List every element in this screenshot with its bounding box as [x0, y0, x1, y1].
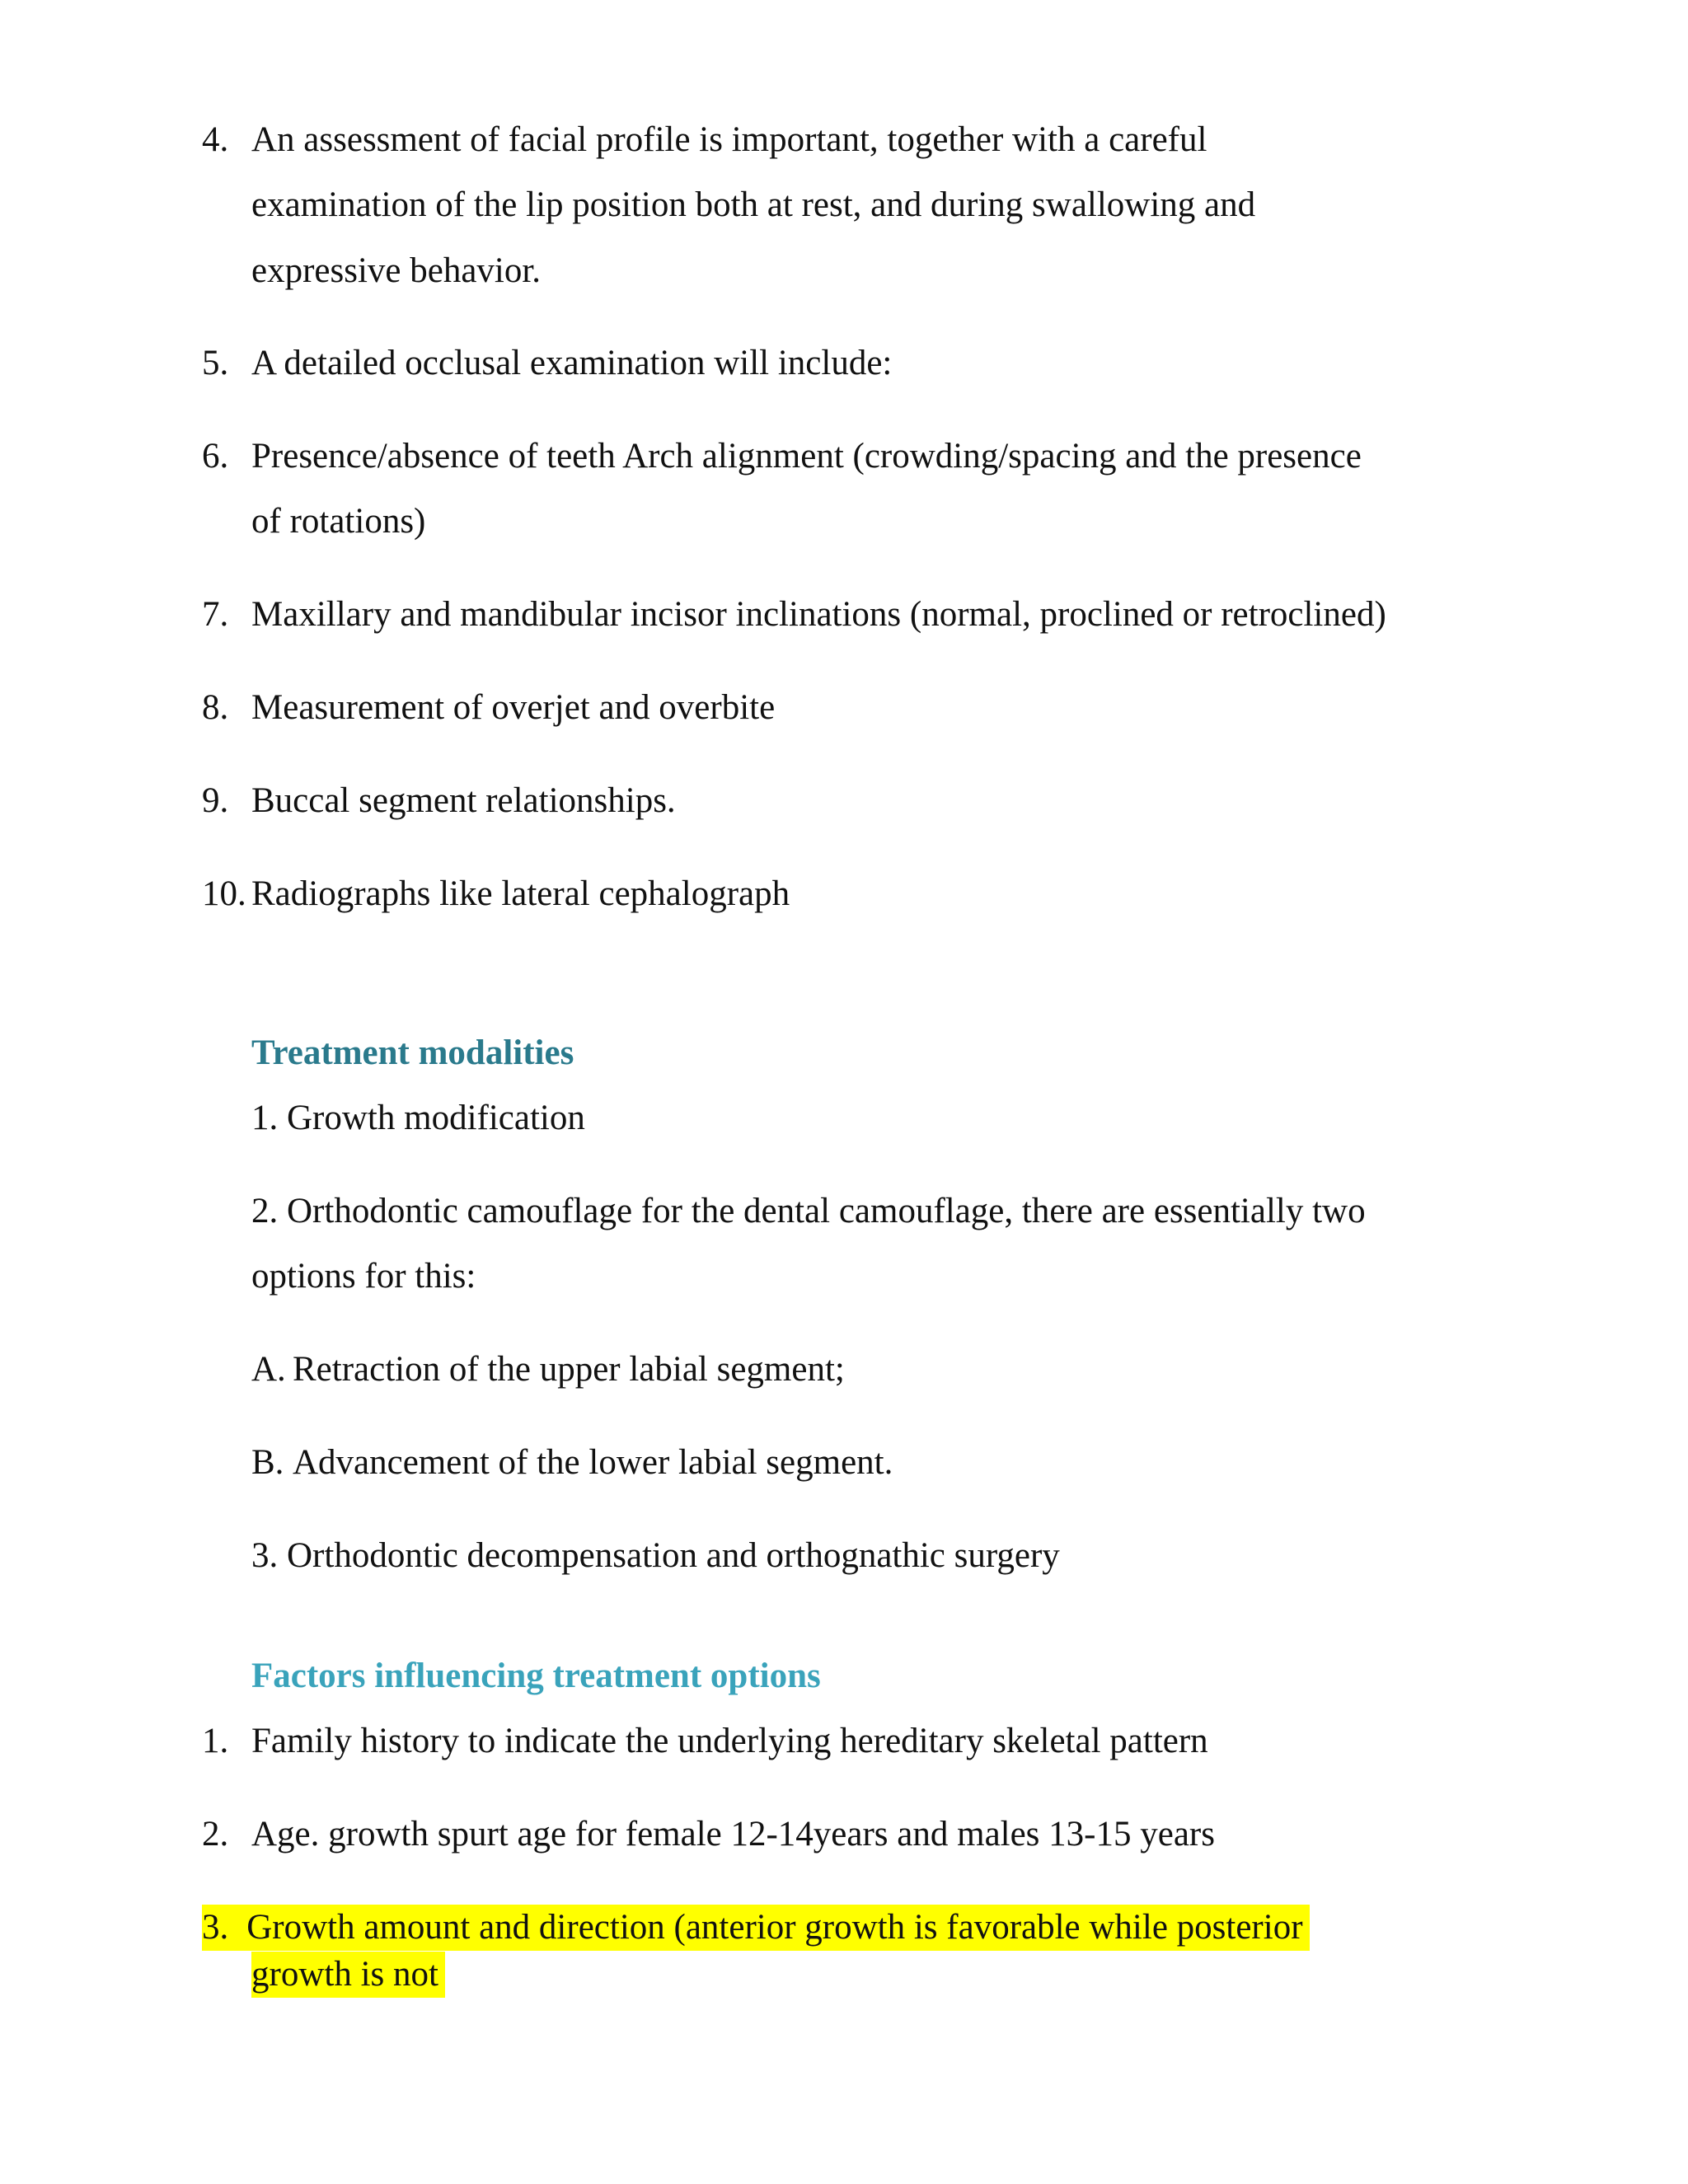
list-number: 8. — [202, 688, 229, 727]
list-item-text: Radiographs like lateral cephalograph — [251, 874, 790, 913]
list-item-highlighted-text — [202, 1905, 1310, 1951]
list-item-text: Measurement of overjet and overbite — [251, 688, 776, 727]
list-item-text: Presence/absence of teeth Arch alignment (crowding/spacing and the presence — [251, 437, 1362, 476]
option-text: Advancement of the lower labial segment. — [293, 1443, 893, 1482]
list-number: 10. — [202, 874, 246, 913]
list-number: 1. — [202, 1722, 229, 1760]
list-item-text: Growth amount and direction (anterior growth is favorable while posterior — [246, 1908, 1303, 1947]
treatment-item: 1. Growth modification — [251, 1099, 585, 1137]
list-item-text: of rotations) — [251, 502, 426, 541]
option-text: Retraction of the upper labial segment; — [293, 1350, 845, 1389]
section-heading-factors: Factors influencing treatment options — [251, 1657, 821, 1695]
treatment-item: 2. Orthodontic camouflage for the dental camouflage, there are essentially two — [251, 1192, 1366, 1230]
list-number: 6. — [202, 437, 229, 476]
section-heading-treatment: Treatment modalities — [251, 1033, 574, 1072]
list-item-text: examination of the lip position both at rest, and during swallowing and — [251, 185, 1256, 224]
treatment-item: options for this: — [251, 1257, 476, 1296]
option-label: B. — [251, 1443, 284, 1482]
list-number: 3. — [202, 1908, 229, 1947]
list-item-highlighted-text: growth is not — [251, 1952, 445, 1998]
list-item-text: expressive behavior. — [251, 251, 542, 290]
option-label: A. — [251, 1350, 286, 1389]
treatment-item: 3. Orthodontic decompensation and orthognathic surgery — [251, 1536, 1060, 1575]
list-item-text: A detailed occlusal examination will include: — [251, 344, 893, 382]
list-item-text: Age. growth spurt age for female 12-14years and males 13-15 years — [251, 1815, 1215, 1854]
list-number: 2. — [202, 1815, 229, 1854]
list-number: 9. — [202, 781, 229, 820]
list-number: 5. — [202, 344, 229, 382]
list-item-text: Family history to indicate the underlying hereditary skeletal pattern — [251, 1722, 1208, 1760]
list-number: 7. — [202, 595, 229, 634]
list-item-text: Maxillary and mandibular incisor inclinations (normal, proclined or retroclined) — [251, 595, 1386, 634]
list-item-text: An assessment of facial profile is important, together with a careful — [251, 120, 1207, 159]
list-number: 4. — [202, 120, 229, 159]
list-item-text: Buccal segment relationships. — [251, 781, 676, 820]
